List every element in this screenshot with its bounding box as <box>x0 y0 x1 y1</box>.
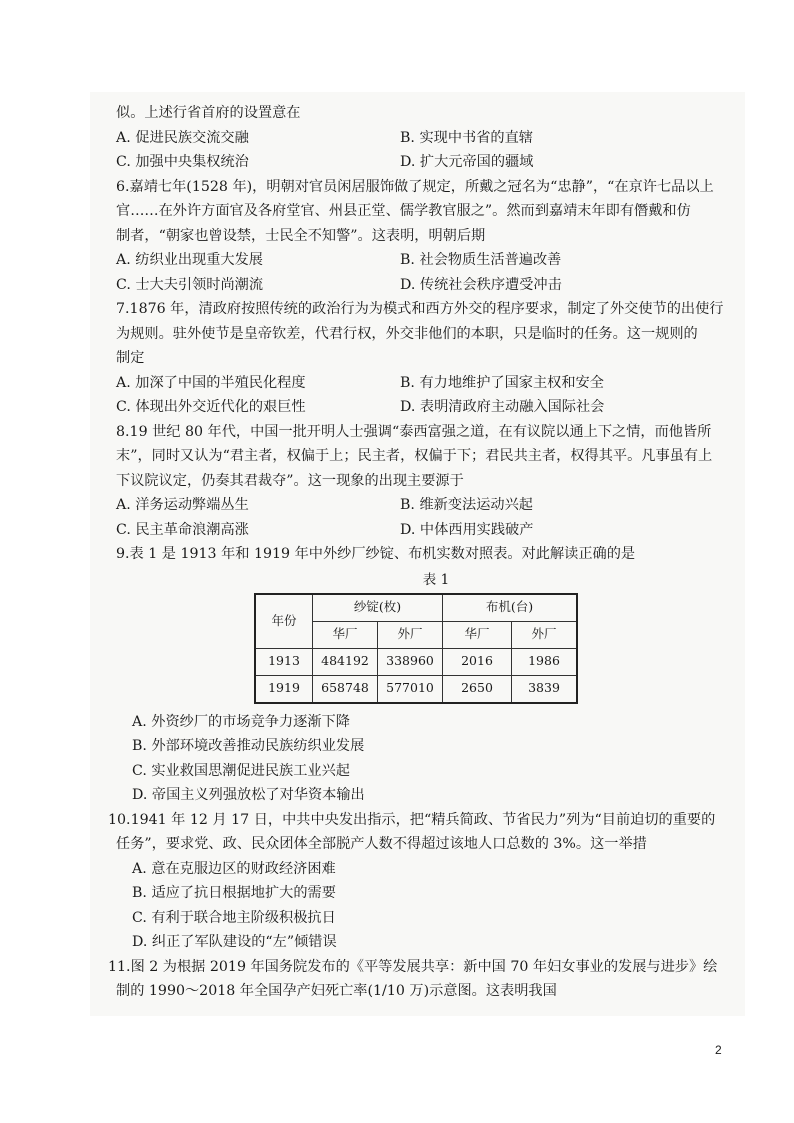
option-b[interactable]: B. 实现中书省的直辖 <box>400 129 533 146</box>
table-caption: 表 1 <box>422 571 450 588</box>
table-subheader: 外厂 <box>512 621 578 648</box>
table-cell: 1986 <box>512 648 578 675</box>
page-number: 2 <box>715 1043 722 1057</box>
option-row <box>116 371 756 396</box>
option-a[interactable]: A. 洋务运动弊端丛生 <box>116 497 249 513</box>
data-table <box>254 593 578 704</box>
option-d[interactable]: D. 中体西用实践破产 <box>400 521 534 538</box>
question-8 <box>116 420 756 543</box>
option-c[interactable]: C. 有利于联合地主阶级积极抗日 <box>132 909 336 926</box>
question-stem-line: 11.图 2 为根据 2019 年国务院发布的《平等发展共享：新中国 70 年妇女事业的发展与进步》绘 <box>108 958 718 975</box>
question-10 <box>108 808 756 955</box>
option-row <box>116 150 756 175</box>
table-cell: 3839 <box>512 675 578 703</box>
option-a[interactable]: A. 加深了中国的半殖民化程度 <box>116 374 306 391</box>
question-7 <box>116 297 756 420</box>
option-c[interactable]: C. 实业救国思潮促进民族工业兴起 <box>132 762 350 779</box>
question-stem: 似。上述行省首府的设置意在 <box>116 105 301 121</box>
table-cell: 2016 <box>443 648 512 675</box>
option-row <box>116 395 756 420</box>
question-stem-line: 为规则。驻外使节是皇帝钦差，代君行权，外交非他们的本职，只是临时的任务。这一规则的 <box>116 325 698 342</box>
table-subheader: 外厂 <box>378 621 443 648</box>
question-9 <box>116 542 756 808</box>
table-subheader: 华厂 <box>313 621 378 648</box>
table-header-looms: 布机(台) <box>443 594 578 622</box>
question-stem-line: 8.19 世纪 80 年代，中国一批开明人士强调“泰西富强之道，在有议院以通上下之情，而他皆所 <box>116 423 712 440</box>
table-cell: 484192 <box>313 648 378 675</box>
option-c[interactable]: C. 加强中央集权统治 <box>116 154 249 170</box>
option-row <box>116 126 756 151</box>
question-stem-line: 9.表 1 是 1913 年和 1919 年中外纱厂纱锭、布机实数对照表。对此解读正确的是 <box>116 546 636 562</box>
option-a[interactable]: A. 意在克服边区的财政经济困难 <box>132 860 336 877</box>
option-b[interactable]: B. 适应了抗日根据地扩大的需要 <box>132 885 336 901</box>
table-cell: 2650 <box>443 675 512 703</box>
table-header-year: 年份 <box>255 594 313 649</box>
question-stem-line: 6.嘉靖七年(1528 年)，明朝对官员闲居服饰做了规定，所戴之冠名为“忠静”，“在京许七品以上 <box>116 178 714 195</box>
option-b[interactable]: B. 社会物质生活普遍改善 <box>400 252 562 268</box>
option-d[interactable]: D. 帝国主义列强放松了对华资本输出 <box>132 787 365 803</box>
question-stem-line: 制的 1990～2018 年全国孕产妇死亡率(1/10 万)示意图。这表明我国 <box>116 983 557 999</box>
question-stem-line: 制者，“朝家也曾设禁，士民全不知警”。这表明，明朝后期 <box>116 227 486 244</box>
table-row <box>255 675 577 703</box>
option-row <box>116 518 756 543</box>
question-5-tail <box>116 101 756 175</box>
table-cell: 1913 <box>255 648 313 675</box>
table-row <box>255 648 577 675</box>
option-d[interactable]: D. 表明清政府主动融入国际社会 <box>400 399 605 415</box>
option-row <box>116 493 756 518</box>
question-stem-line: 任务”，要求党、政、民众团体全部脱产人数不得超过该地人口总数的 3%。这一举措 <box>116 836 647 852</box>
option-d[interactable]: D. 传统社会秩序遭受冲击 <box>400 276 562 293</box>
question-stem-line: 末”，同时又认为“君主者，权偏于上；民主者，权偏于下；君民共主者，权得其平。凡事虽有上 <box>116 448 713 464</box>
table-cell: 1919 <box>255 675 313 703</box>
question-stem-line: 下议院议定，仍奏其君裁夺”。这一现象的出现主要源于 <box>116 472 464 489</box>
option-b[interactable]: B. 外部环境改善推动民族纺织业发展 <box>132 738 365 754</box>
table-cell: 658748 <box>313 675 378 703</box>
question-stem-line: 制定 <box>116 350 145 366</box>
question-11 <box>108 955 756 1004</box>
option-d[interactable]: D. 扩大元帝国的疆域 <box>400 154 534 170</box>
option-b[interactable]: B. 维新变法运动兴起 <box>400 497 533 513</box>
question-stem-line: 7.1876 年，清政府按照传统的政治行为为模式和西方外交的程序要求，制定了外交使节的出使行 <box>116 301 724 317</box>
question-stem-line: 官……在外许方面官及各府堂官、州县正堂、儒学教官服之”。然而到嘉靖末年即有僭戴和仿 <box>116 203 691 219</box>
option-c[interactable]: C. 体现出外交近代化的艰巨性 <box>116 399 306 415</box>
option-row <box>116 248 756 273</box>
exam-content <box>108 101 756 1004</box>
table-cell: 338960 <box>378 648 443 675</box>
option-a[interactable]: A. 纺织业出现重大发展 <box>116 252 263 268</box>
option-c[interactable]: C. 士大夫引领时尚潮流 <box>116 276 264 293</box>
table-cell: 577010 <box>378 675 443 703</box>
question-stem-line: 10.1941 年 12 月 17 日，中共中央发出指示，把“精兵简政、节省民力”列为“目前迫切的重要的 <box>108 811 716 828</box>
option-c[interactable]: C. 民主革命浪潮高涨 <box>116 521 249 538</box>
option-row <box>116 273 756 298</box>
option-d[interactable]: D. 纠正了军队建设的“左”倾错误 <box>132 934 337 950</box>
option-b[interactable]: B. 有力地维护了国家主权和安全 <box>400 374 604 391</box>
table-header-spindles: 纱锭(枚) <box>313 594 443 622</box>
question-6 <box>116 175 756 298</box>
option-a[interactable]: A. 促进民族交流交融 <box>116 129 249 146</box>
option-a[interactable]: A. 外资纱厂的市场竞争力逐渐下降 <box>132 713 350 730</box>
table-subheader: 华厂 <box>443 621 512 648</box>
